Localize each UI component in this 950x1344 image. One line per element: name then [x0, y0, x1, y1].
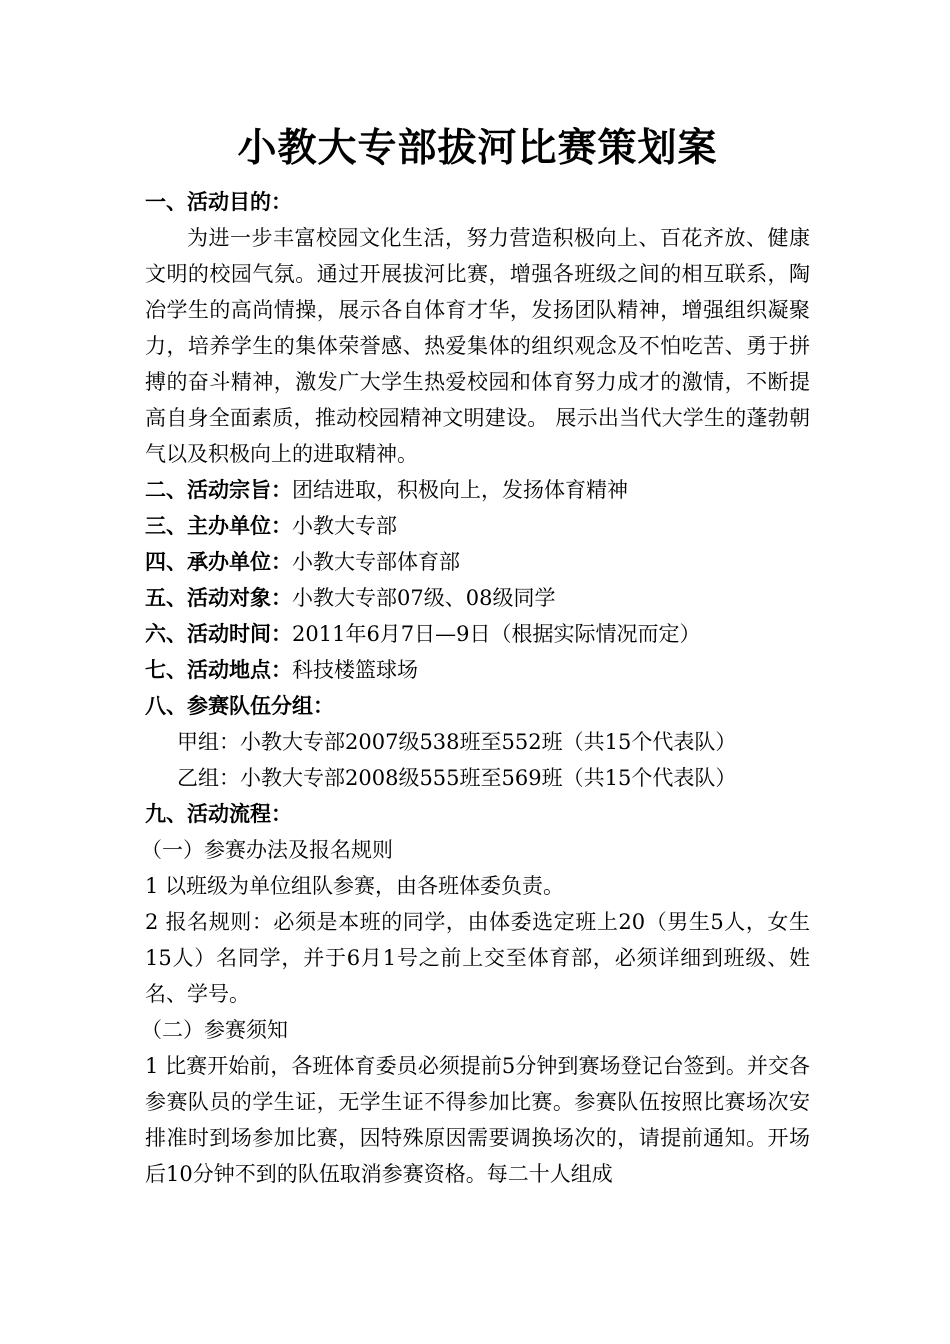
- section-8-heading: 八、参赛队伍分组：: [145, 694, 334, 718]
- section-3-line: [145, 508, 810, 544]
- part-1-title: （一）参赛办法及报名规则: [141, 838, 393, 862]
- section-6-line: [145, 616, 810, 652]
- section-1-heading: 一、活动目的：: [145, 190, 292, 214]
- section-9-heading: 九、活动流程：: [145, 802, 292, 826]
- section-6-value: 2011年6月7日—9日（根据实际情况而定）: [292, 622, 701, 646]
- section-7-line: [145, 652, 810, 688]
- section-4-value: 小教大专部体育部: [292, 550, 460, 574]
- part-1-item-2: 2 报名规则：必须是本班的同学，由体委选定班上20（男生5人，女生15人）名同学，并于6月1号之前上交至体育部，必须详细到班级、姓名、学号。: [145, 910, 810, 1006]
- part-2-title: （二）参赛须知: [141, 1018, 288, 1042]
- part-1-item-1: 1 以班级为单位组队参赛，由各班体委负责。: [145, 874, 565, 898]
- section-4-line: [145, 544, 810, 580]
- section-6-heading: 六、活动时间：: [145, 622, 292, 646]
- section-5-value: 小教大专部07级、08级同学: [292, 586, 556, 610]
- section-3-heading: 三、主办单位：: [145, 514, 292, 538]
- section-2-heading: 二、活动宗旨：: [145, 478, 292, 502]
- section-7-value: 科技楼篮球场: [292, 658, 418, 682]
- group-b-line: 乙组：小教大专部2008级555班至569班（共15个代表队）: [177, 766, 737, 790]
- section-5-heading: 五、活动对象：: [145, 586, 292, 610]
- group-a-line: 甲组：小教大专部2007级538班至552班（共15个代表队）: [177, 730, 737, 754]
- section-1-body: 为进一步丰富校园文化生活，努力营造积极向上、百花齐放、健康文明的校园气氛。通过开展拔河比赛，增强各班级之间的相互联系，陶冶学生的高尚情操，展示各自体育才华，发扬团队精神，增强组织凝聚力，培养学生的集体荣誉感、热爱集体的组织观念及不怕吃苦、勇于拼搏的奋斗精神，激发广大学生热爱校园和体育努力成才的激情，不断提高自身全面素质，推动校园精神文明建设。 展示出当代大学生的蓬勃朝气以及积极向上的进取精神。: [145, 226, 810, 466]
- section-2-line: [145, 472, 810, 508]
- part-2-item-1: 1 比赛开始前，各班体育委员必须提前5分钟到赛场登记台签到。并交各参赛队员的学生证，无学生证不得参加比赛。参赛队伍按照比赛场次安排准时到场参加比赛，因特殊原因需要调换场次的，请提前通知。开场后10分钟不到的队伍取消参赛资格。每二十人组成: [145, 1054, 810, 1186]
- document-title: 小教大专部拔河比赛策划案: [237, 126, 718, 171]
- section-3-value: 小教大专部: [292, 514, 397, 538]
- section-2-value: 团结进取，积极向上，发扬体育精神: [292, 478, 628, 502]
- section-4-heading: 四、承办单位：: [145, 550, 292, 574]
- section-7-heading: 七、活动地点：: [145, 658, 292, 682]
- section-5-line: [145, 580, 810, 616]
